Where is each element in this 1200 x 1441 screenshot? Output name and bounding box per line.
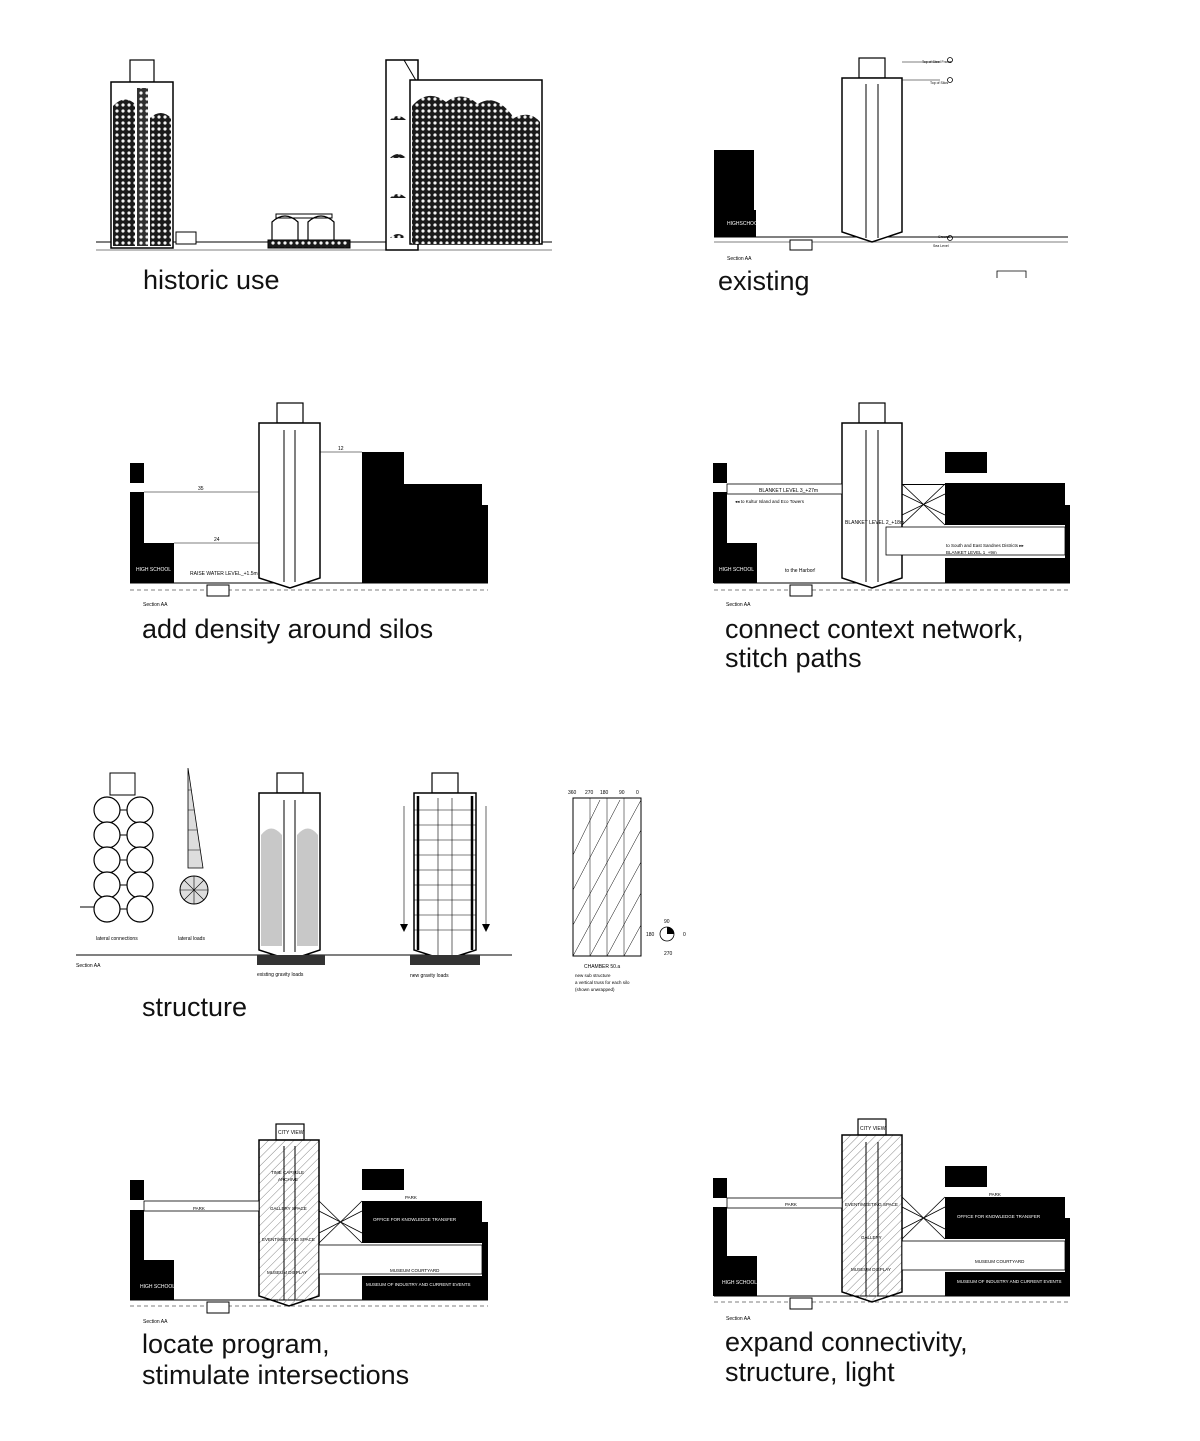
compass-west: 180	[646, 932, 655, 938]
existing-level-top1: Top of Steel Frame	[922, 60, 952, 64]
expand-park-1: PARK	[785, 1202, 797, 1207]
caption-expand-line1: expand connectivity,	[725, 1327, 968, 1357]
structure-angle-4: 0	[636, 790, 639, 796]
connect-section-label: Section AA	[726, 602, 751, 608]
panel-density	[130, 403, 488, 596]
program-gallery-space: GALLERY SPACE	[270, 1206, 307, 1211]
program-archive: ARCHIVE	[278, 1177, 299, 1182]
density-dim-1: 35	[198, 486, 204, 492]
panel-existing	[714, 58, 1068, 279]
existing-level-ground: Ground	[938, 235, 950, 239]
structure-sub-2: a vertical truss for each silo	[575, 980, 630, 985]
structure-section-label: Section AA	[76, 963, 101, 969]
structure-existing-gravity: existing gravity loads	[257, 972, 304, 978]
caption-program-line1: locate program,	[142, 1329, 330, 1359]
expand-museum-display: MUSEUM DISPLAY	[851, 1267, 891, 1272]
connect-blanket2: BLANKET LEVEL 2_+18m	[845, 520, 905, 526]
caption-expand-line2: structure, light	[725, 1357, 895, 1387]
structure-sub-3: (shown unwrapped)	[575, 987, 615, 992]
program-park-1: PARK	[193, 1206, 205, 1211]
program-event-space: EVENT/MEETING SPACE	[262, 1237, 315, 1242]
program-museum-display: MUSEUM DISPLAY	[267, 1270, 307, 1275]
caption-program-line2: stimulate intersections	[142, 1360, 410, 1390]
program-industry: MUSEUM OF INDUSTRY AND CURRENT EVENTS	[366, 1282, 471, 1287]
expand-event-space: EVENT/MEETING SPACE	[845, 1202, 898, 1207]
density-water-label: RAISE WATER LEVEL_+1.5m	[190, 571, 258, 577]
expand-gallery: GALLERY	[861, 1235, 882, 1240]
expand-industry: MUSEUM OF INDUSTRY AND CURRENT EVENTS	[957, 1279, 1062, 1284]
density-section-label: Section AA	[143, 602, 168, 608]
density-dim-2: 24	[214, 537, 220, 543]
structure-sub-1: new sub structure	[575, 973, 611, 978]
program-section-label: Section AA	[143, 1319, 168, 1325]
compass-north: 90	[664, 919, 670, 925]
structure-lateral-loads: lateral loads	[178, 936, 205, 942]
connect-kultur: ◂◂ to Kultur Island and Eco Towers	[735, 499, 804, 504]
connect-blanket1: BLANKET LEVEL 1_+9m	[946, 550, 997, 555]
density-dim-3: 12	[338, 446, 344, 452]
existing-highschool-label: HIGHSCHOOL	[727, 221, 761, 227]
caption-connect-line2: stitch paths	[725, 643, 862, 673]
compass-south: 270	[664, 951, 673, 957]
existing-section-label: Section AA	[727, 256, 752, 262]
panel-structure	[76, 768, 674, 965]
expand-park-2: PARK	[989, 1192, 1001, 1197]
structure-angle-1: 270	[585, 790, 594, 796]
program-city-view: CITY VIEW	[278, 1130, 304, 1136]
existing-level-sea: Sea Level	[933, 244, 949, 248]
caption-existing: existing	[718, 266, 810, 296]
density-highschool-label: HIGH SCHOOL	[136, 567, 172, 573]
structure-angle-0: 360	[568, 790, 577, 796]
structure-lateral-connections: lateral connections	[96, 936, 138, 942]
connect-blanket3: BLANKET LEVEL 3_+27m	[759, 488, 819, 494]
connect-harbor: to the Harbor!	[785, 568, 816, 574]
structure-chamber: CHAMBER 50.a	[584, 964, 621, 970]
connect-south: to South and East Sandnes Districts ▸▸	[946, 543, 1024, 548]
caption-connect-line1: connect context network,	[725, 614, 1024, 644]
caption-structure: structure	[142, 992, 248, 1022]
program-park-2: PARK	[405, 1195, 417, 1200]
caption-historic: historic use	[143, 265, 280, 295]
program-time-capsule: TIME CAPSULE	[271, 1170, 305, 1175]
structure-angle-3: 90	[619, 790, 625, 796]
expand-highschool-label: HIGH SCHOOL	[722, 1280, 758, 1286]
structure-angle-2: 180	[600, 790, 609, 796]
program-highschool-label: HIGH SCHOOL	[140, 1284, 176, 1290]
expand-office: OFFICE FOR KNOWLEDGE TRANSFER	[957, 1214, 1041, 1219]
connect-highschool-label: HIGH SCHOOL	[719, 567, 755, 573]
program-courtyard: MUSEUM COURTYARD	[390, 1268, 440, 1273]
expand-courtyard: MUSEUM COURTYARD	[975, 1259, 1025, 1264]
existing-level-top2: Top of Silos	[930, 81, 949, 85]
program-office: OFFICE FOR KNOWLEDGE TRANSFER	[373, 1217, 457, 1222]
expand-section-label: Section AA	[726, 1316, 751, 1322]
compass-east: 0	[683, 932, 686, 938]
panel-historic	[96, 60, 552, 250]
caption-density: add density around silos	[142, 614, 434, 644]
structure-new-gravity: new gravity loads	[410, 973, 449, 979]
expand-city-view: CITY VIEW	[860, 1126, 886, 1132]
